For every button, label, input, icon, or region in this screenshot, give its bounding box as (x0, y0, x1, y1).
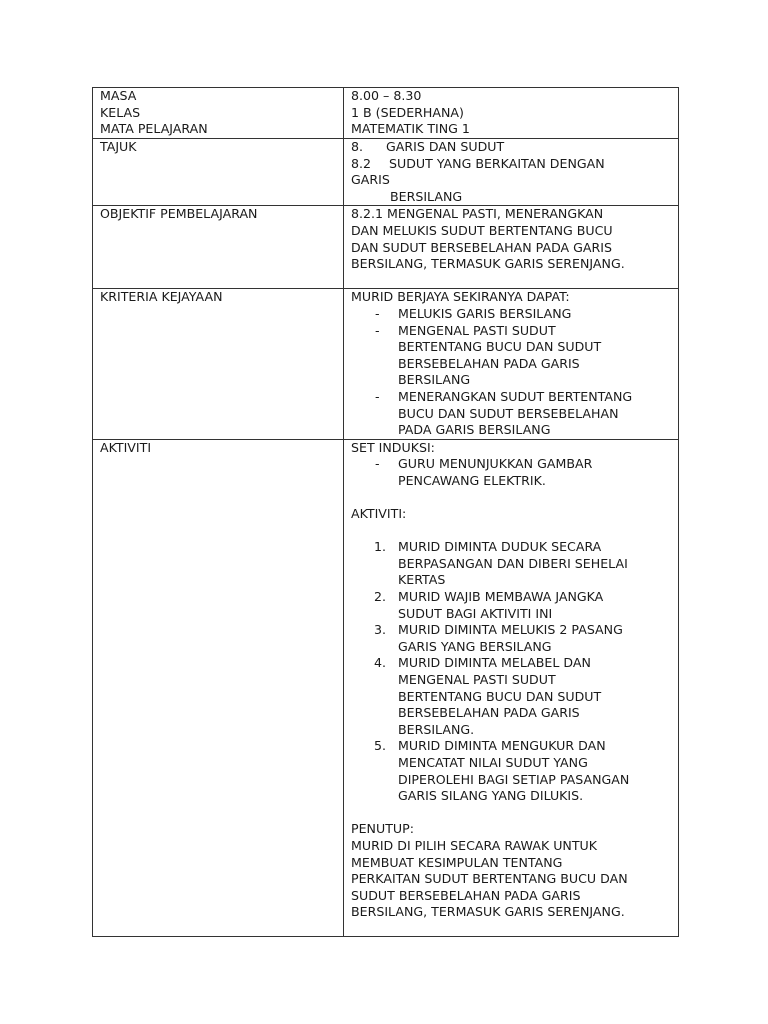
tajuk-topic-text: GARIS DAN SUDUT (386, 139, 505, 154)
list-item (351, 738, 672, 804)
step-line: SUDUT BAGI AKTIVITI INI (398, 605, 553, 621)
row-kriteria (93, 289, 679, 439)
tajuk-subtopic-line3: BERSILANG (390, 188, 463, 204)
label-objektif: OBJEKTIF PEMBELAJARAN (100, 206, 258, 222)
step-line: MURID DIMINTA DUDUK SECARA (398, 539, 602, 555)
bullet-dash: - (375, 456, 380, 472)
aktiviti-label-cell (93, 439, 344, 936)
list-item (351, 323, 672, 389)
objektif-line: BERSILANG, TERMASUK GARIS SERENJANG. (351, 256, 625, 272)
header-values-cell (344, 88, 679, 139)
tajuk-subtopic-number: 8.2 (351, 155, 372, 171)
row-objektif (93, 206, 679, 289)
tajuk-subtopic (351, 156, 672, 173)
step-line: MURID DIMINTA MELABEL DAN (398, 655, 591, 671)
bullet-line: BERSILANG (398, 372, 471, 388)
label-masa: MASA (100, 88, 137, 103)
step-line: BERSILANG. (398, 721, 475, 737)
value-kelas: 1 B (SEDERHANA) (351, 104, 464, 120)
step-line: MURID DIMINTA MELUKIS 2 PASANG (398, 622, 623, 638)
list-item (351, 456, 672, 489)
list-item (351, 622, 672, 655)
list-item (351, 589, 672, 622)
bullet-line: BERSEBELAHAN PADA GARIS (398, 355, 580, 371)
bullet-line: PENCAWANG ELEKTRIK. (398, 472, 546, 488)
bullet-line: BERTENTANG BUCU DAN SUDUT (398, 339, 602, 355)
step-line: BERSEBELAHAN PADA GARIS (398, 705, 580, 721)
list-item (351, 306, 672, 323)
value-mata-pelajaran: MATEMATIK TING 1 (351, 121, 470, 137)
objektif-line: DAN MELUKIS SUDUT BERTENTANG BUCU (351, 222, 613, 238)
bullet-dash: - (375, 322, 380, 338)
penutup-line: MEMBUAT KESIMPULAN TENTANG (351, 854, 563, 870)
objektif-line: 8.2.1 MENGENAL PASTI, MENERANGKAN (351, 206, 604, 222)
tajuk-value-cell (344, 139, 679, 206)
list-item (351, 655, 672, 738)
label-kriteria: KRITERIA KEJAYAAN (100, 289, 223, 305)
list-item (351, 389, 672, 439)
spacer (351, 805, 672, 822)
step-line: MENCATAT NILAI SUDUT YANG (398, 755, 588, 770)
step-number: 5. (374, 738, 387, 754)
header-labels-cell (93, 88, 344, 139)
bullet-dash: - (375, 388, 380, 404)
step-line: GARIS SILANG YANG DILUKIS. (398, 788, 584, 804)
step-line: DIPEROLEHI BAGI SETIAP PASANGAN (398, 771, 630, 787)
step-line: GARIS YANG BERSILANG (398, 638, 552, 654)
step-number: 1. (374, 539, 387, 555)
step-number: 2. (374, 589, 387, 605)
penutup-heading: PENUTUP: (351, 821, 414, 837)
step-number: 4. (374, 655, 387, 671)
tajuk-subtopic-line2: GARIS (351, 172, 390, 188)
penutup-line: MURID DI PILIH SECARA RAWAK UNTUK (351, 837, 598, 853)
bullet-line: GURU MENUNJUKKAN GAMBAR (398, 456, 593, 472)
tajuk-label-cell (93, 139, 344, 206)
step-line: MURID DIMINTA MENGUKUR DAN (398, 738, 606, 754)
kriteria-intro: MURID BERJAYA SEKIRANYA DAPAT: (351, 289, 570, 305)
tajuk-topic-number: 8. (351, 139, 364, 154)
bullet-line: MELUKIS GARIS BERSILANG (398, 305, 572, 321)
step-number: 3. (374, 622, 387, 638)
penutup-line: SUDUT BERSEBELAHAN PADA GARIS (351, 887, 581, 903)
bullet-line: MENERANGKAN SUDUT BERTENTANG (398, 388, 633, 404)
aktiviti-heading: AKTIVITI: (351, 506, 407, 522)
step-line: MURID WAJIB MEMBAWA JANGKA (398, 589, 604, 605)
step-line: MENGENAL PASTI SUDUT (398, 672, 556, 688)
bullet-line: BUCU DAN SUDUT BERSEBELAHAN (398, 405, 619, 421)
list-item (351, 539, 672, 589)
objektif-value-cell (344, 206, 679, 289)
step-line: KERTAS (398, 572, 446, 588)
penutup-line: BERSILANG, TERMASUK GARIS SERENJANG. (351, 904, 625, 920)
lesson-plan-table (92, 87, 679, 937)
kriteria-value-cell (344, 289, 679, 439)
bullet-line: PADA GARIS BERSILANG (398, 422, 551, 438)
objektif-label-cell (93, 206, 344, 289)
label-tajuk: TAJUK (100, 139, 137, 154)
set-induksi-heading: SET INDUKSI: (351, 439, 435, 455)
step-line: BERPASANGAN DAN DIBERI SEHELAI (398, 555, 628, 571)
label-kelas: KELAS (100, 104, 141, 120)
row-aktiviti (93, 439, 679, 936)
row-masa-kelas-subject (93, 88, 679, 139)
aktiviti-value-cell (344, 439, 679, 936)
bullet-dash: - (375, 305, 380, 321)
label-aktiviti: AKTIVITI (100, 439, 152, 455)
kriteria-label-cell (93, 289, 344, 439)
step-line: BERTENTANG BUCU DAN SUDUT (398, 688, 602, 704)
label-mata-pelajaran: MATA PELAJARAN (100, 121, 208, 137)
tajuk-subtopic-text: SUDUT YANG BERKAITAN DENGAN (389, 155, 605, 171)
spacer (351, 490, 672, 507)
spacer (351, 523, 672, 540)
bullet-line: MENGENAL PASTI SUDUT (398, 322, 556, 338)
penutup-line: PERKAITAN SUDUT BERTENTANG BUCU DAN (351, 871, 628, 887)
value-masa: 8.00 – 8.30 (351, 88, 422, 103)
objektif-line: DAN SUDUT BERSEBELAHAN PADA GARIS (351, 239, 612, 255)
tajuk-topic (351, 139, 672, 156)
row-tajuk (93, 139, 679, 206)
